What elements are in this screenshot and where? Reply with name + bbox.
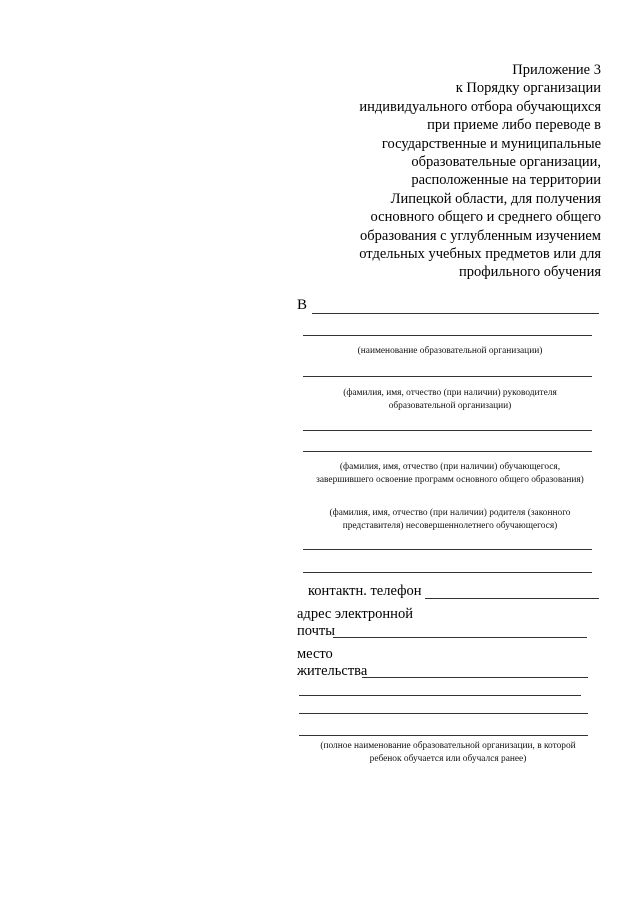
appendix-line: профильного обучения xyxy=(459,264,601,281)
email-label-2: почты xyxy=(297,623,336,639)
school-name-line[interactable] xyxy=(299,735,588,736)
head-name-caption: (фамилия, имя, отчество (при наличии) руководителя образовательной организации) xyxy=(343,388,557,411)
appendix-line: образования с углубленным изучением xyxy=(360,227,601,244)
address-line-1[interactable] xyxy=(299,695,581,696)
school-name-caption: (полное наименование образовательной организации, в которой ребенок обучается или обучался ранее) xyxy=(320,741,576,764)
appendix-line: к Порядку организации xyxy=(455,80,601,97)
appendix-line: государственные и муниципальные xyxy=(381,135,601,152)
student-name-caption: (фамилия, имя, отчество (при наличии) обучающегося, завершившего освоение программ основного общего образования) xyxy=(316,462,584,485)
org-name-line[interactable] xyxy=(303,335,592,336)
parent-name-caption: (фамилия, имя, отчество (при наличии) родителя (законного представителя) несовершеннолетнего обучающегося) xyxy=(329,508,571,531)
appendix-line: отдельных учебных предметов или для xyxy=(359,246,601,263)
residence-input-line[interactable] xyxy=(362,677,588,678)
addressee-prefix: В xyxy=(297,297,308,313)
appendix-header xyxy=(330,61,601,282)
parent-name-line-1[interactable] xyxy=(303,549,592,550)
appendix-line: образовательные организации, xyxy=(411,154,601,171)
appendix-line: индивидуального отбора обучающихся xyxy=(359,98,601,115)
residence-label-2: жительства xyxy=(297,663,368,679)
addressee-org-line[interactable] xyxy=(312,313,599,314)
appendix-line: при приеме либо переводе в xyxy=(427,117,601,134)
head-name-line[interactable] xyxy=(303,376,592,377)
appendix-line: основного общего и среднего общего xyxy=(370,209,601,226)
residence-label-1: место xyxy=(297,646,333,662)
phone-input-line[interactable] xyxy=(425,598,599,599)
appendix-line: расположенные на территории xyxy=(411,172,601,189)
parent-name-line-2[interactable] xyxy=(303,572,592,573)
org-name-caption: (наименование образовательной организации) xyxy=(357,346,543,356)
appendix-line: Приложение 3 xyxy=(512,62,601,78)
student-name-line-2[interactable] xyxy=(303,451,592,452)
email-label-1: адрес электронной xyxy=(297,606,413,622)
email-input-line[interactable] xyxy=(333,637,587,638)
student-name-line-1[interactable] xyxy=(303,430,592,431)
address-line-2[interactable] xyxy=(299,713,588,714)
appendix-line: Липецкой области, для получения xyxy=(390,190,601,207)
phone-label: контактн. телефон xyxy=(308,583,422,599)
